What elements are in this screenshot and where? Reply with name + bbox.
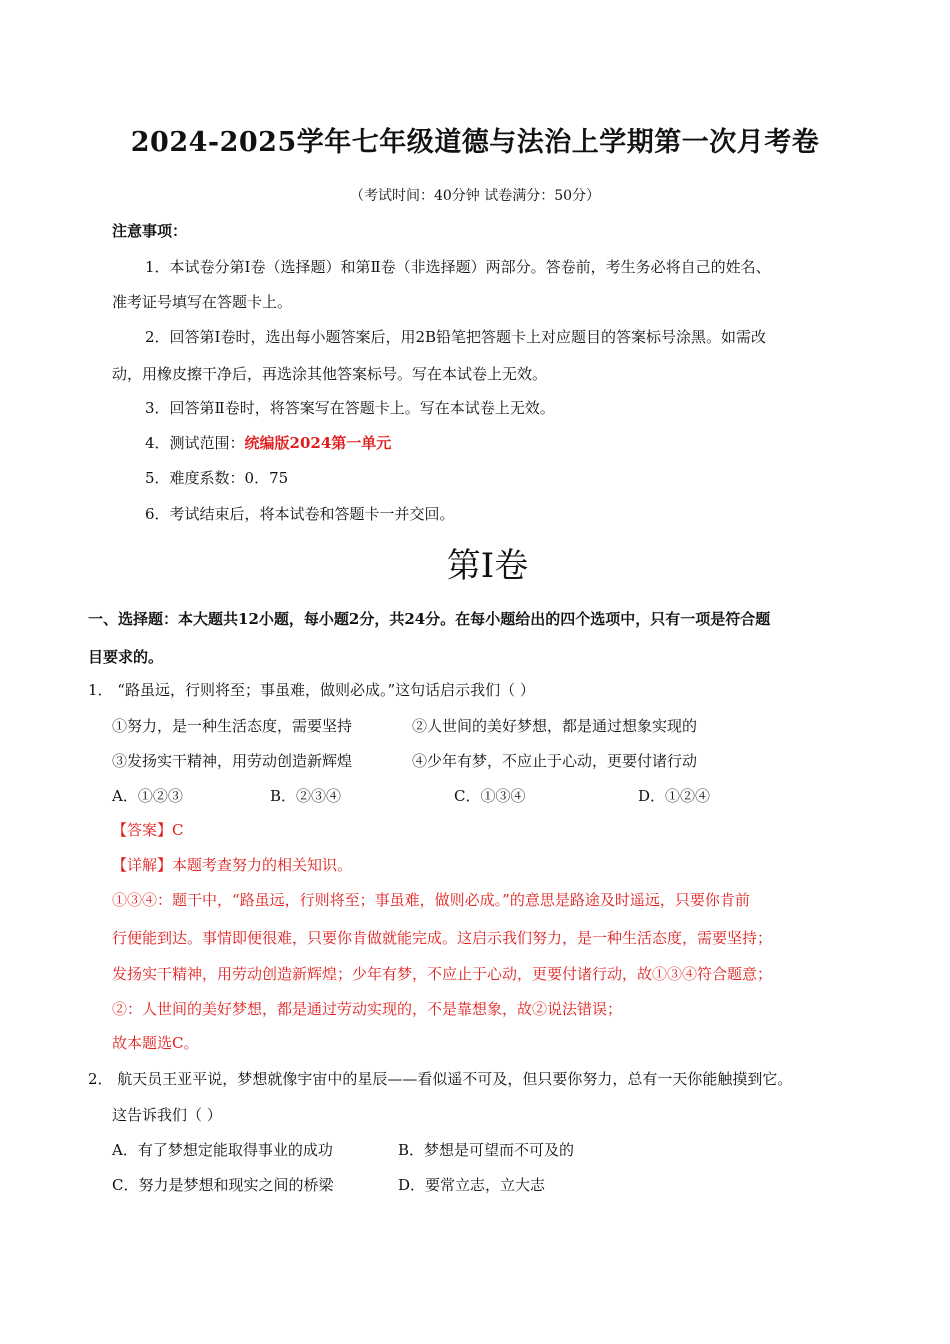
question-1-answer: 【答案】C [112,821,184,839]
question-1-explanation-5: ②：人世间的美好梦想，都是通过劳动实现的，不是靠想象，故②说法错误； [112,1000,623,1018]
question-2-option-b[interactable]: B．梦想是可望而不可及的 [398,1141,575,1159]
question-2-stem-line2: 这告诉我们（ ） [112,1106,222,1124]
section-instruction-line1: 一、选择题：本大题共12小题，每小题2分，共24分。在每小题给出的四个选项中，只有一项是符合题 [88,610,771,628]
question-1-explanation-2: ①③④：题干中，“路虽远，行则将至；事虽难，做则必成。”的意思是路途及时遥远，只要你肯前 [112,891,750,909]
exam-title: 2024-2025学年七年级道德与法治上学期第一次月考卷 [130,127,820,158]
note-item-2-line1: 2．回答第Ⅰ卷时，选出每小题答案后，用2B铅笔把答题卡上对应题目的答案标号涂黑。如需改 [145,328,767,346]
section-instruction-line2: 目要求的。 [88,648,164,666]
question-2-stem-line1: 2． 航天员王亚平说，梦想就像宇宙中的星辰——看似遥不可及，但只要你努力，总有一天你能触摸到它。 [88,1070,793,1088]
note-item-5: 5．难度系数：0．75 [145,469,289,487]
notes-heading: 注意事项： [112,222,188,240]
exam-subtitle: （考试时间：40分钟 试卷满分：50分） [349,188,601,204]
question-1-option-b[interactable]: B．②③④ [270,787,342,805]
question-2-option-a[interactable]: A．有了梦想定能取得事业的成功 [112,1141,333,1159]
note-item-4 [145,432,391,453]
question-1-explanation-6: 故本题选C。 [112,1034,199,1052]
question-1-statement-3: ③发扬实干精神，用劳动创造新辉煌 [112,752,353,770]
question-1-statement-1: ①努力，是一种生活态度，需要坚持 [112,717,353,735]
note-item-1-line2: 准考证号填写在答题卡上。 [112,293,293,311]
question-2-option-d[interactable]: D．要常立志，立大志 [398,1176,546,1194]
note-item-4-prefix: 4．测试范围： [145,434,245,452]
question-1-statement-2: ②人世间的美好梦想，都是通过想象实现的 [412,717,698,735]
question-1-option-a[interactable]: A．①②③ [112,787,183,805]
test-scope-highlight: 统编版2024第一单元 [244,434,392,452]
question-1-option-d[interactable]: D．①②④ [638,787,711,805]
question-1-explanation-3: 行便能到达。事情即便很难，只要你肯做就能完成。这启示我们努力，是一种生活态度，需要坚持； [112,929,773,947]
question-2-option-c[interactable]: C．努力是梦想和现实之间的桥梁 [112,1176,334,1194]
question-1-stem: 1． “路虽远，行则将至；事虽难，做则必成。”这句话启示我们（ ） [88,681,535,699]
note-item-2-line2: 动，用橡皮擦干净后，再选涂其他答案标号。写在本试卷上无效。 [112,365,548,383]
question-1-option-c[interactable]: C．①③④ [454,787,526,805]
note-item-6: 6．考试结束后，将本试卷和答题卡一并交回。 [145,505,455,523]
note-item-1-line1: 1．本试卷分第Ⅰ卷（选择题）和第Ⅱ卷（非选择题）两部分。答卷前，考生务必将自己的姓名、 [145,258,771,276]
question-1-statement-4: ④少年有梦，不应止于心动，更要付诸行动 [412,752,698,770]
question-1-explanation-4: 发扬实干精神，用劳动创造新辉煌；少年有梦，不应止于心动，更要付诸行动，故①③④符合题意； [112,965,773,983]
note-item-3: 3．回答第Ⅱ卷时，将答案写在答题卡上。写在本试卷上无效。 [145,399,555,417]
question-1-explanation-1: 【详解】本题考查努力的相关知识。 [112,856,353,874]
section-title: 第Ⅰ卷 [446,546,529,586]
